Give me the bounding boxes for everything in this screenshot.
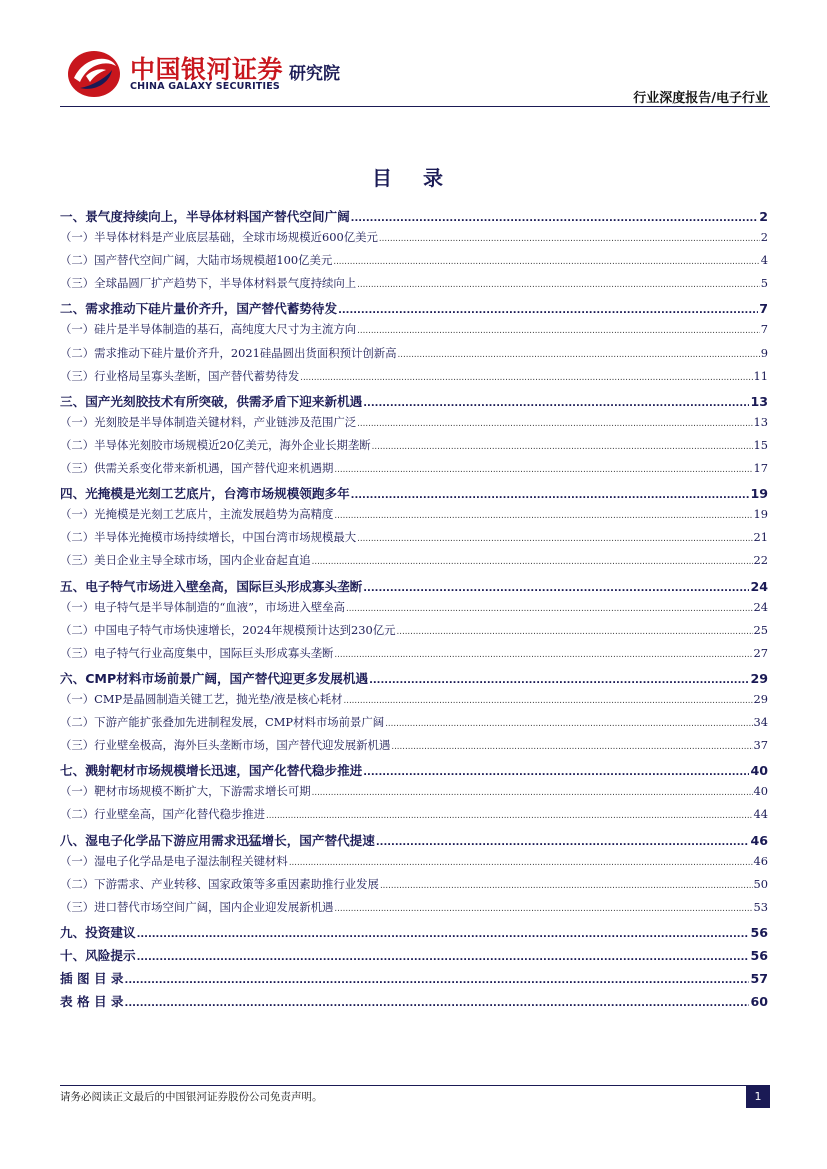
toc-dot-leader (351, 490, 750, 501)
toc-entry-label: （三）电子特气行业高度集中，国际巨头形成寡头垄断 (60, 645, 334, 660)
toc-entry-label: （三）进口替代市场空间广阔，国内企业迎发展新机遇 (60, 899, 334, 914)
toc-entry-label: 五、电子特气市场进入壁垒高，国际巨头形成寡头垄断 (60, 578, 363, 594)
toc-dot-leader (369, 675, 749, 686)
brand-name-cn: 中国银河证券 (130, 55, 284, 84)
toc-entry-page: 4 (760, 253, 768, 268)
toc-entry-page: 29 (753, 691, 768, 706)
toc-entry-label: （一）光刻胶是半导体制造关键材料，产业链涉及范围广泛 (60, 414, 357, 429)
toc-dot-leader (137, 952, 750, 963)
toc-subsection-entry[interactable] (60, 806, 768, 829)
toc-dot-leader (333, 257, 759, 267)
toc-subsection-entry[interactable] (60, 252, 768, 275)
toc-dot-leader (300, 373, 752, 383)
toc-subsection-entry[interactable] (60, 714, 768, 737)
toc-section-entry[interactable] (60, 991, 768, 1014)
report-type-label: 行业深度报告/电子行业 (633, 91, 768, 106)
toc-entry-label: 插 图 目 录 (60, 971, 124, 987)
toc-dot-leader (372, 442, 753, 452)
toc-entry-page: 60 (750, 994, 768, 1010)
toc-entry-label: （一）靶材市场规模不断扩大，下游需求增长可期 (60, 784, 311, 799)
toc-entry-page: 46 (750, 832, 768, 848)
toc-subsection-entry[interactable] (60, 645, 768, 668)
toc-entry-label: （二）下游需求、产业转移、国家政策等多重因素助推行业发展 (60, 876, 379, 891)
toc-entry-page: 40 (750, 763, 768, 779)
toc-subsection-entry[interactable] (60, 506, 768, 529)
toc-dot-leader (363, 767, 749, 778)
toc-section-entry[interactable] (60, 298, 768, 321)
toc-entry-label: 表 格 目 录 (60, 994, 124, 1010)
toc-dot-leader (380, 881, 753, 891)
toc-entry-label: 八、湿电子化学品下游应用需求迅猛增长，国产替代提速 (60, 832, 375, 848)
toc-entry-label: 十、风险提示 (60, 948, 136, 963)
toc-entry-label: （二）需求推动下硅片量价齐升，2021硅晶圆出货面积预计创新高 (60, 345, 397, 360)
footer-divider (60, 1085, 770, 1086)
toc-dot-leader (391, 742, 752, 752)
toc-entry-label: （二）半导体光刻胶市场规模近20亿美元，海外企业长期垄断 (60, 437, 371, 452)
toc-entry-page: 57 (750, 971, 768, 987)
toc-entry-label: 四、光掩模是光刻工艺底片，台湾市场规模领跑多年 (60, 486, 350, 502)
toc-section-entry[interactable] (60, 668, 768, 691)
toc-subsection-entry[interactable] (60, 368, 768, 391)
toc-section-entry[interactable] (60, 760, 768, 783)
toc-entry-label: （三）全球晶圆厂扩产趋势下，半导体材料景气度持续向上 (60, 276, 357, 291)
toc-entry-label: （一）半导体材料是产业底层基础，全球市场规模近600亿美元 (60, 230, 378, 245)
toc-entry-label: （二）半导体光掩模市场持续增长，中国台湾市场规模最大 (60, 530, 357, 545)
toc-entry-label: 七、溅射靶材市场规模增长迅速，国产化替代稳步推进 (60, 763, 363, 779)
toc-entry-label: （二）国产替代空间广阔，大陆市场规模超100亿美元 (60, 253, 333, 268)
toc-entry-page: 50 (753, 876, 768, 891)
toc-title: 目 录 (372, 166, 455, 190)
toc-dot-leader (357, 534, 752, 544)
table-of-contents (60, 206, 768, 1014)
toc-entry-page: 44 (753, 807, 768, 822)
toc-entry-page: 56 (750, 948, 768, 963)
institute-label: 研究院 (289, 64, 340, 84)
toc-dot-leader (363, 398, 749, 409)
toc-dot-leader (334, 650, 752, 660)
toc-subsection-entry[interactable] (60, 321, 768, 344)
toc-entry-page: 46 (753, 853, 768, 868)
toc-subsection-entry[interactable] (60, 529, 768, 552)
toc-dot-leader (334, 511, 752, 521)
toc-entry-page: 2 (760, 230, 768, 245)
toc-subsection-entry[interactable] (60, 552, 768, 575)
toc-section-entry[interactable] (60, 483, 768, 506)
toc-entry-label: 三、国产光刻胶技术有所突破，供需矛盾下迎来新机遇 (60, 393, 363, 409)
toc-entry-page: 25 (753, 622, 768, 637)
toc-entry-page: 19 (750, 486, 768, 502)
toc-dot-leader (334, 465, 752, 475)
toc-dot-leader (379, 234, 760, 244)
toc-dot-leader (385, 719, 752, 729)
toc-section-entry[interactable] (60, 945, 768, 968)
toc-entry-page: 40 (753, 784, 768, 799)
toc-entry-label: （三）行业壁垒极高，海外巨头垄断市场，国产替代迎发展新机遇 (60, 738, 391, 753)
toc-section-entry[interactable] (60, 391, 768, 414)
toc-entry-label: （二）中国电子特气市场快速增长，2024年规模预计达到230亿元 (60, 622, 396, 637)
toc-entry-label: （一）湿电子化学品是电子湿法制程关键材料 (60, 853, 288, 868)
toc-dot-leader (363, 583, 749, 594)
toc-entry-page: 7 (760, 322, 768, 337)
toc-subsection-entry[interactable] (60, 783, 768, 806)
toc-entry-page: 15 (753, 437, 768, 452)
toc-dot-leader (266, 811, 752, 821)
toc-entry-page: 34 (753, 715, 768, 730)
toc-dot-leader (137, 929, 750, 940)
toc-entry-page: 13 (753, 414, 768, 429)
toc-dot-leader (343, 696, 752, 706)
toc-entry-label: （二）下游产能扩张叠加先进制程发展，CMP材料市场前景广阔 (60, 715, 385, 730)
toc-dot-leader (338, 305, 758, 316)
toc-dot-leader (357, 419, 752, 429)
toc-subsection-entry[interactable] (60, 691, 768, 714)
toc-dot-leader (397, 627, 753, 637)
toc-section-entry[interactable] (60, 576, 768, 599)
toc-subsection-entry[interactable] (60, 275, 768, 298)
toc-dot-leader (125, 975, 750, 986)
toc-entry-page: 29 (750, 670, 768, 686)
toc-dot-leader (125, 998, 750, 1009)
toc-dot-leader (376, 837, 750, 848)
toc-entry-page: 24 (750, 578, 768, 594)
toc-subsection-entry[interactable] (60, 853, 768, 876)
toc-dot-leader (346, 604, 752, 614)
toc-entry-page: 5 (760, 276, 768, 291)
toc-entry-page: 37 (753, 738, 768, 753)
toc-entry-label: （二）行业壁垒高，国产化替代稳步推进 (60, 807, 266, 822)
toc-entry-label: （一）电子特气是半导体制造的“血液”，市场进入壁垒高 (60, 599, 346, 614)
toc-subsection-entry[interactable] (60, 899, 768, 922)
toc-dot-leader (289, 858, 753, 868)
toc-subsection-entry[interactable] (60, 437, 768, 460)
header-divider (60, 106, 770, 107)
page-number-badge: 1 (746, 1086, 770, 1108)
toc-entry-label: 二、需求推动下硅片量价齐升，国产替代蓄势待发 (60, 301, 338, 317)
toc-subsection-entry[interactable] (60, 414, 768, 437)
toc-subsection-entry[interactable] (60, 345, 768, 368)
toc-entry-page: 17 (753, 461, 768, 476)
toc-dot-leader (398, 350, 760, 360)
toc-entry-page: 13 (750, 393, 768, 409)
toc-entry-page: 24 (753, 599, 768, 614)
brand-name-en: CHINA GALAXY SECURITIES (130, 81, 280, 92)
toc-subsection-entry[interactable] (60, 460, 768, 483)
toc-entry-page: 2 (759, 209, 768, 224)
toc-entry-page: 9 (760, 345, 768, 360)
toc-entry-page: 27 (753, 645, 768, 660)
toc-subsection-entry[interactable] (60, 737, 768, 760)
toc-entry-page: 56 (750, 924, 768, 940)
toc-dot-leader (312, 788, 753, 798)
toc-dot-leader (312, 557, 753, 567)
toc-section-entry[interactable] (60, 968, 768, 991)
toc-section-entry[interactable] (60, 206, 768, 229)
toc-dot-leader (357, 326, 760, 336)
toc-entry-label: （一）CMP是晶圆制造关键工艺，抛光垫/液是核心耗材 (60, 691, 343, 706)
toc-entry-label: （三）行业格局呈寡头垄断，国产替代蓄势待发 (60, 368, 300, 383)
page-header (60, 40, 770, 106)
toc-dot-leader (357, 280, 760, 290)
toc-entry-label: 一、景气度持续向上，半导体材料国产替代空间广阔 (60, 209, 350, 224)
toc-subsection-entry[interactable] (60, 876, 768, 899)
toc-section-entry[interactable] (60, 922, 768, 945)
toc-entry-label: （三）美日企业主导全球市场，国内企业奋起直追 (60, 553, 311, 568)
toc-entry-page: 11 (753, 368, 768, 383)
toc-subsection-entry[interactable] (60, 622, 768, 645)
toc-entry-label: （三）供需关系变化带来新机遇，国产替代迎来机遇期 (60, 461, 334, 476)
toc-entry-label: （一）光掩模是光刻工艺底片，主流发展趋势为高精度 (60, 507, 334, 522)
toc-section-entry[interactable] (60, 830, 768, 853)
galaxy-logo-icon (66, 48, 122, 100)
toc-dot-leader (351, 213, 759, 224)
toc-entry-page: 19 (753, 507, 768, 522)
toc-entry-page: 53 (753, 899, 768, 914)
footer-disclaimer: 请务必阅读正文最后的中国银河证券股份公司免责声明。 (60, 1091, 323, 1103)
toc-entry-page: 22 (753, 553, 768, 568)
toc-subsection-entry[interactable] (60, 599, 768, 622)
toc-entry-label: 六、CMP材料市场前景广阔，国产替代迎更多发展机遇 (60, 670, 369, 686)
toc-subsection-entry[interactable] (60, 229, 768, 252)
toc-entry-page: 7 (759, 301, 768, 317)
toc-entry-label: 九、投资建议 (60, 924, 136, 940)
toc-entry-page: 21 (753, 530, 768, 545)
toc-entry-label: （一）硅片是半导体制造的基石，高纯度大尺寸为主流方向 (60, 322, 357, 337)
toc-dot-leader (334, 904, 752, 914)
